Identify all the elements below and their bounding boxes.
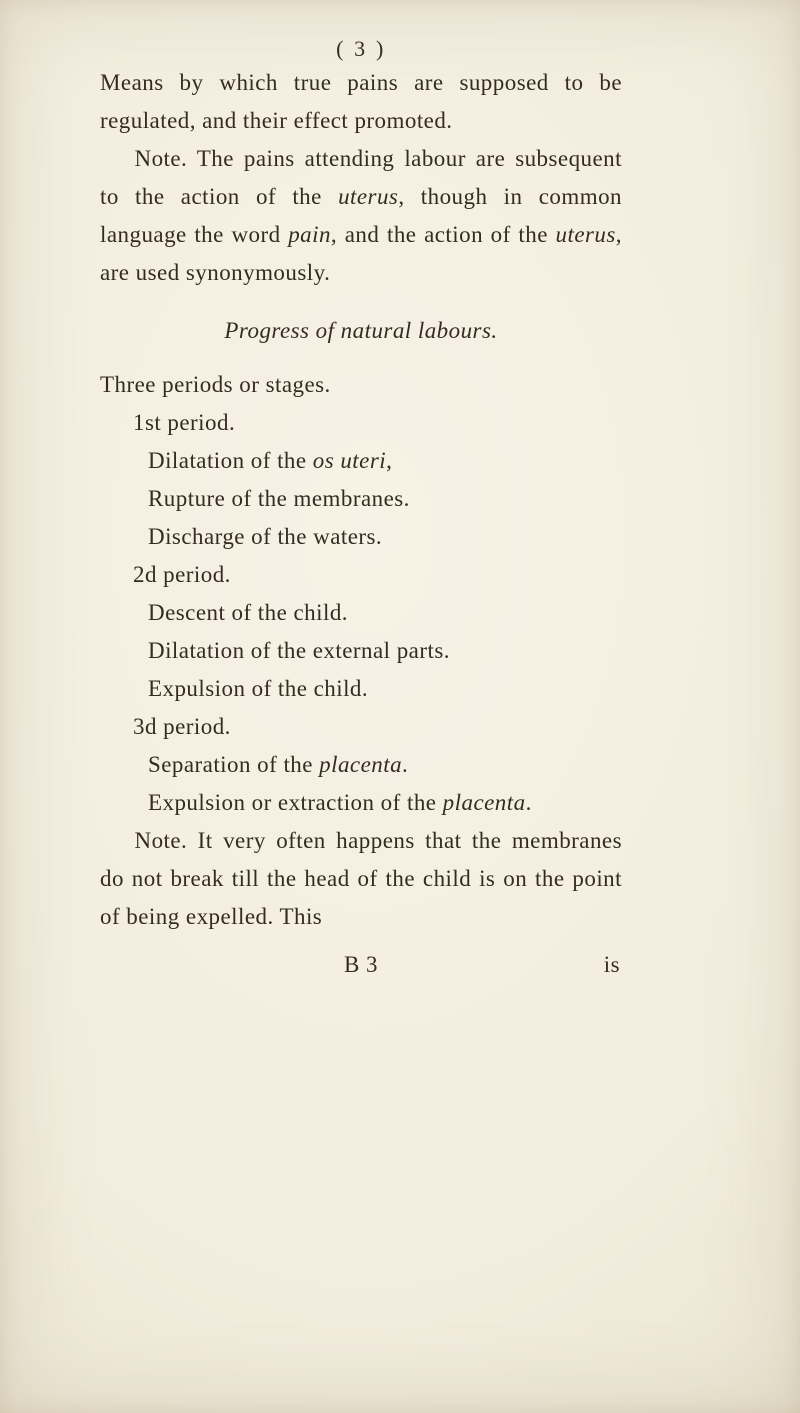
list-item-text: Separation of the	[148, 752, 320, 777]
term-uterus-italic: uterus	[338, 184, 399, 209]
note-1-label: Note.	[134, 146, 188, 171]
text-block	[100, 0, 622, 984]
section-heading: Progress of natural labours.	[224, 318, 498, 343]
term-uterus-italic-2: uterus	[555, 222, 616, 247]
footer	[100, 946, 622, 984]
list-item-rupture-membranes: Rupture of the membranes.	[148, 486, 410, 511]
note-1-text-2: , though in common language the word	[100, 184, 622, 247]
list-item-dilatation-external-parts: Dilatation of the external parts.	[148, 638, 450, 663]
list-item-punct: ,	[386, 448, 393, 473]
list-intro: Three periods or stages.	[100, 372, 331, 397]
list-period-1: 1st period.	[133, 410, 236, 435]
note-2-text: It very often happens that the membranes do not break till the head of the child is on the point of being expelled. This	[100, 828, 622, 929]
list-item-punct: .	[525, 790, 532, 815]
note-1-text-3: , and the action of the	[330, 222, 556, 247]
term-pain-italic: pain	[288, 222, 331, 247]
list-item-dilatation-os-uteri	[100, 442, 622, 480]
list-item-descent-child: Descent of the child.	[148, 600, 348, 625]
list-period-3: 3d period.	[133, 714, 231, 739]
catchword: is	[603, 952, 620, 977]
term-os-uteri-italic: os uteri	[312, 448, 387, 473]
list-item-expulsion-placenta	[100, 784, 622, 822]
note-2-label: Note.	[134, 828, 188, 853]
term-placenta-italic: placenta	[319, 752, 403, 777]
list-item-separation-placenta	[100, 746, 622, 784]
note-1-text-4: , are used synonymously.	[100, 222, 622, 285]
list-period-2: 2d period.	[133, 562, 231, 587]
list-item-text: Dilatation of the	[148, 448, 313, 473]
list-item-punct: .	[402, 752, 409, 777]
term-placenta-italic-2: placenta	[442, 790, 526, 815]
note-paragraph-1	[100, 140, 622, 292]
signature-mark: B 3	[344, 952, 378, 977]
list-item-text: Expulsion or extraction of the	[148, 790, 443, 815]
page-number: ( 3 )	[336, 36, 386, 61]
note-1-text-1: The pains attending labour are subsequent to the action of the	[100, 146, 622, 209]
list-item-discharge-waters: Discharge of the waters.	[148, 524, 383, 549]
note-paragraph-2	[100, 822, 622, 936]
list-item-expulsion-child: Expulsion of the child.	[148, 676, 369, 701]
paragraph-opening: Means by which true pains are supposed to be regulated, and their effect promoted.	[100, 70, 622, 133]
